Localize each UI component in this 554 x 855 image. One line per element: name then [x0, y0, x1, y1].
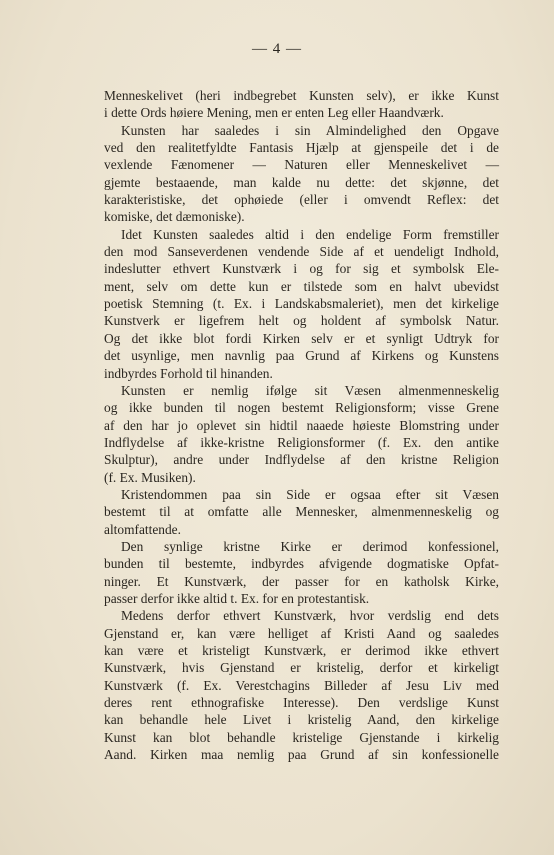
text-line: altomfattende. — [104, 521, 181, 537]
text-line: Kunsten er nemlig ifølge sit Væsen almenmenneskelig — [121, 382, 499, 398]
text-line: passer derfor ikke altid t. Ex. for en protestantisk. — [104, 590, 370, 606]
text-line: karakteristiske, det ophøiede (eller i omvendt Reflex: det — [104, 192, 499, 208]
text-line: gjemte bestaaende, man kalde nu dette: det skjønne, det — [104, 174, 499, 190]
page-number: — 4 — — [252, 41, 302, 57]
text-line: Gjenstand er, kan være helliget af Kristi Aand og saaledes — [104, 625, 499, 641]
text-line: og ikke bunden til nogen bestemt Religionsform; visse Grene — [104, 400, 499, 416]
text-line: ninger. Et Kunstværk, der passer for en katholsk Kirke, — [104, 573, 499, 589]
text-line: Kunsten har saaledes i sin Almindelighed den Opgave — [121, 122, 499, 138]
text-line: Kunstværk (f. Ex. Verestchagins Billeder af Jesu Liv med — [104, 677, 499, 693]
text-line: ment, selv om dette kun er tilstede som en halvt ubevidst — [104, 278, 499, 294]
text-line: Menneskelivet (heri indbegrebet Kunsten selv), er ikke Kunst — [104, 88, 499, 103]
text-line: Medens derfor ethvert Kunstværk, hvor verdslig end dets — [121, 608, 499, 624]
text-line: indbyrdes Forhold til hinanden. — [104, 365, 273, 381]
text-line: af den har jo oplevet sin hidtil naaede høieste Blomstring under — [104, 417, 499, 433]
text-line: Indflydelse af ikke-kristne Religionsformer (f. Ex. den antike — [104, 434, 499, 450]
text-line: bestemt til at omfatte alle Mennesker, almenmenneskelig og — [104, 504, 499, 520]
text-line: Kunstværk, hvis Gjenstand er kristelig, derfor et kirkeligt — [104, 660, 499, 676]
text-line: det usynlige, men navnlig paa Grund af Kirkens og Kunstens — [104, 348, 499, 364]
text-line: Og det ikke blot fordi Kirken selv er et synligt Udtryk for — [104, 330, 499, 346]
text-line: kan behandle hele Livet i kristelig Aand, den kirkelige — [104, 712, 499, 728]
text-line: Kristendommen paa sin Side er ogsaa efter sit Væsen — [121, 486, 499, 502]
text-line: kan være et kristeligt Kunstværk, er derimod ikke ethvert — [104, 643, 499, 658]
text-line: poetisk Stemning (t. Ex. i Landskabsmaleriet), men det kirkelige — [104, 296, 499, 312]
text-line: Kunst kan blot behandle kristelige Gjenstande i kirkelig — [104, 729, 499, 745]
text-line: Aand. Kirken maa nemlig paa Grund af sin konfessionelle — [104, 747, 499, 763]
text-line: Kunstverk er ligefrem helt og holdent af symbolsk Natur. — [104, 313, 499, 329]
text-line: indeslutter ethvert Kunstværk i og for sig et symbolsk Ele- — [104, 261, 499, 277]
body-text — [104, 87, 499, 763]
text-line: den mod Sanseverdenen vendende Side af et uendeligt Indhold, — [104, 244, 499, 260]
text-line: i dette Ords høiere Mening, men er enten Leg eller Haandværk. — [104, 105, 444, 121]
text-line: bunden til bestemte, indbyrdes afvigende dogmatiske Opfat- — [104, 556, 499, 572]
text-line: Idet Kunsten saaledes altid i den endelige Form fremstiller — [121, 226, 499, 242]
text-line: (f. Ex. Musiken). — [104, 469, 196, 485]
text-line: komiske, det dæmoniske). — [104, 209, 245, 225]
text-line: deres rent ethnografiske Interesse). Den verdslige Kunst — [104, 695, 499, 711]
text-line: Skulptur), andre under Indflydelse af den kristne Religion — [104, 452, 499, 468]
text-line: vexlende Fænomener — Naturen eller Menneskelivet — — [104, 157, 499, 173]
text-line: Den synlige kristne Kirke er derimod konfessionel, — [121, 538, 499, 554]
text-line: ved den realitetfyldte Fantasis Hjælp at gjenspeile det i de — [104, 140, 499, 156]
